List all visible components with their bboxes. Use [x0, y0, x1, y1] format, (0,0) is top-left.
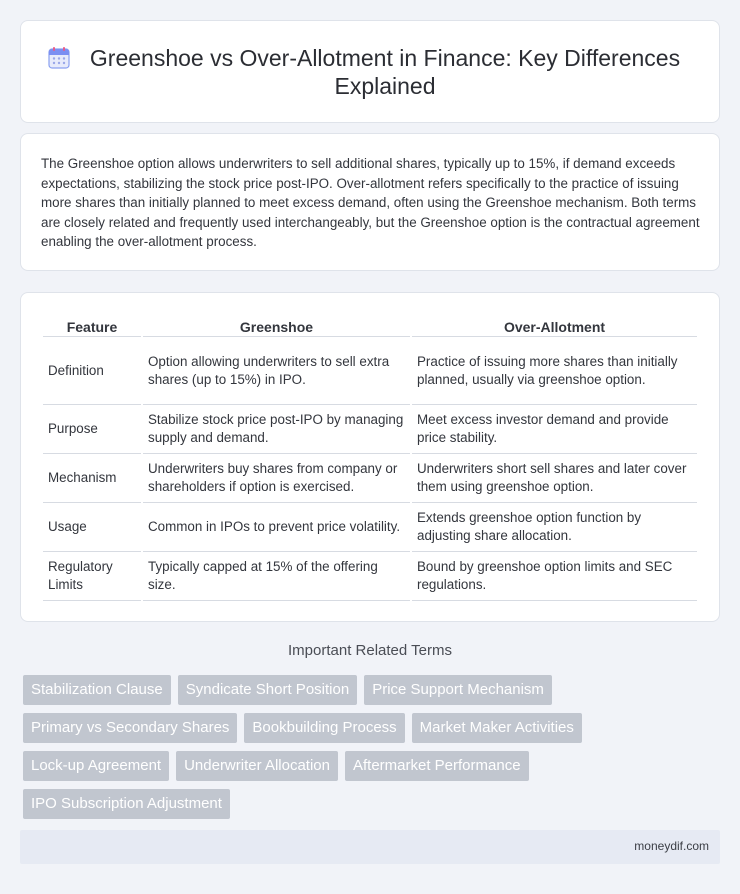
over-allotment-cell: Underwriters short sell shares and later cover them using greenshoe option.: [412, 454, 697, 503]
related-term-tag[interactable]: Lock-up Agreement: [23, 751, 169, 781]
intro-card: [20, 133, 720, 271]
over-allotment-cell: Extends greenshoe option function by adjusting share allocation.: [412, 503, 697, 552]
comparison-card: [20, 292, 720, 622]
feature-cell: Definition: [43, 337, 141, 405]
over-allotment-cell: Meet excess investor demand and provide price stability.: [412, 405, 697, 454]
related-terms-title: Important Related Terms: [288, 642, 452, 659]
comparison-table: [41, 315, 699, 601]
table-row: [43, 405, 697, 454]
related-term-tag[interactable]: Price Support Mechanism: [364, 675, 552, 705]
page-title: Greenshoe vs Over-Allotment in Finance: Key Differences Explained: [89, 44, 681, 99]
related-term-tag[interactable]: Underwriter Allocation: [176, 751, 338, 781]
feature-cell: Regulatory Limits: [43, 552, 141, 601]
table-row: [43, 552, 697, 601]
header-feature: Feature: [43, 315, 141, 337]
related-term-tag[interactable]: Aftermarket Performance: [345, 751, 529, 781]
header-greenshoe: Greenshoe: [143, 315, 410, 337]
related-term-tag[interactable]: Primary vs Secondary Shares: [23, 713, 237, 743]
related-term-tag[interactable]: Stabilization Clause: [23, 675, 171, 705]
greenshoe-cell: Underwriters buy shares from company or shareholders if option is exercised.: [143, 454, 410, 503]
intro-text: The Greenshoe option allows underwriters to sell additional shares, typically up to 15%, if demand exceeds expectations, stabilizing the stock price post-IPO. Over-allotment refers specifically to the practice of issuing more shares than initially planned to meet excess demand, often using the Greenshoe mechanism. Both terms are closely related and frequently used interchangeably, but the Greenshoe option is the contractual agreement enabling the over-allotment process.: [41, 156, 700, 250]
footer: [20, 830, 720, 864]
greenshoe-cell: Typically capped at 15% of the offering size.: [143, 552, 410, 601]
feature-cell: Mechanism: [43, 454, 141, 503]
greenshoe-cell: Common in IPOs to prevent price volatility.: [143, 503, 410, 552]
header-card: [20, 20, 720, 123]
header-over-allotment: Over-Allotment: [412, 315, 697, 337]
feature-cell: Purpose: [43, 405, 141, 454]
related-term-tag[interactable]: Bookbuilding Process: [244, 713, 404, 743]
over-allotment-cell: Bound by greenshoe option limits and SEC regulations.: [412, 552, 697, 601]
related-term-tag[interactable]: Market Maker Activities: [412, 713, 582, 743]
table-row: [43, 337, 697, 405]
greenshoe-cell: Stabilize stock price post-IPO by managing supply and demand.: [143, 405, 410, 454]
feature-cell: Usage: [43, 503, 141, 552]
table-row: [43, 454, 697, 503]
related-terms-list: [23, 675, 643, 819]
table-row: [43, 503, 697, 552]
table-header-row: [43, 315, 697, 337]
footer-site[interactable]: moneydif.com: [634, 839, 709, 853]
related-term-tag[interactable]: Syndicate Short Position: [178, 675, 357, 705]
related-term-tag[interactable]: IPO Subscription Adjustment: [23, 789, 230, 819]
over-allotment-cell: Practice of issuing more shares than initially planned, usually via greenshoe option.: [412, 337, 697, 405]
greenshoe-cell: Option allowing underwriters to sell extra shares (up to 15%) in IPO.: [143, 337, 410, 405]
